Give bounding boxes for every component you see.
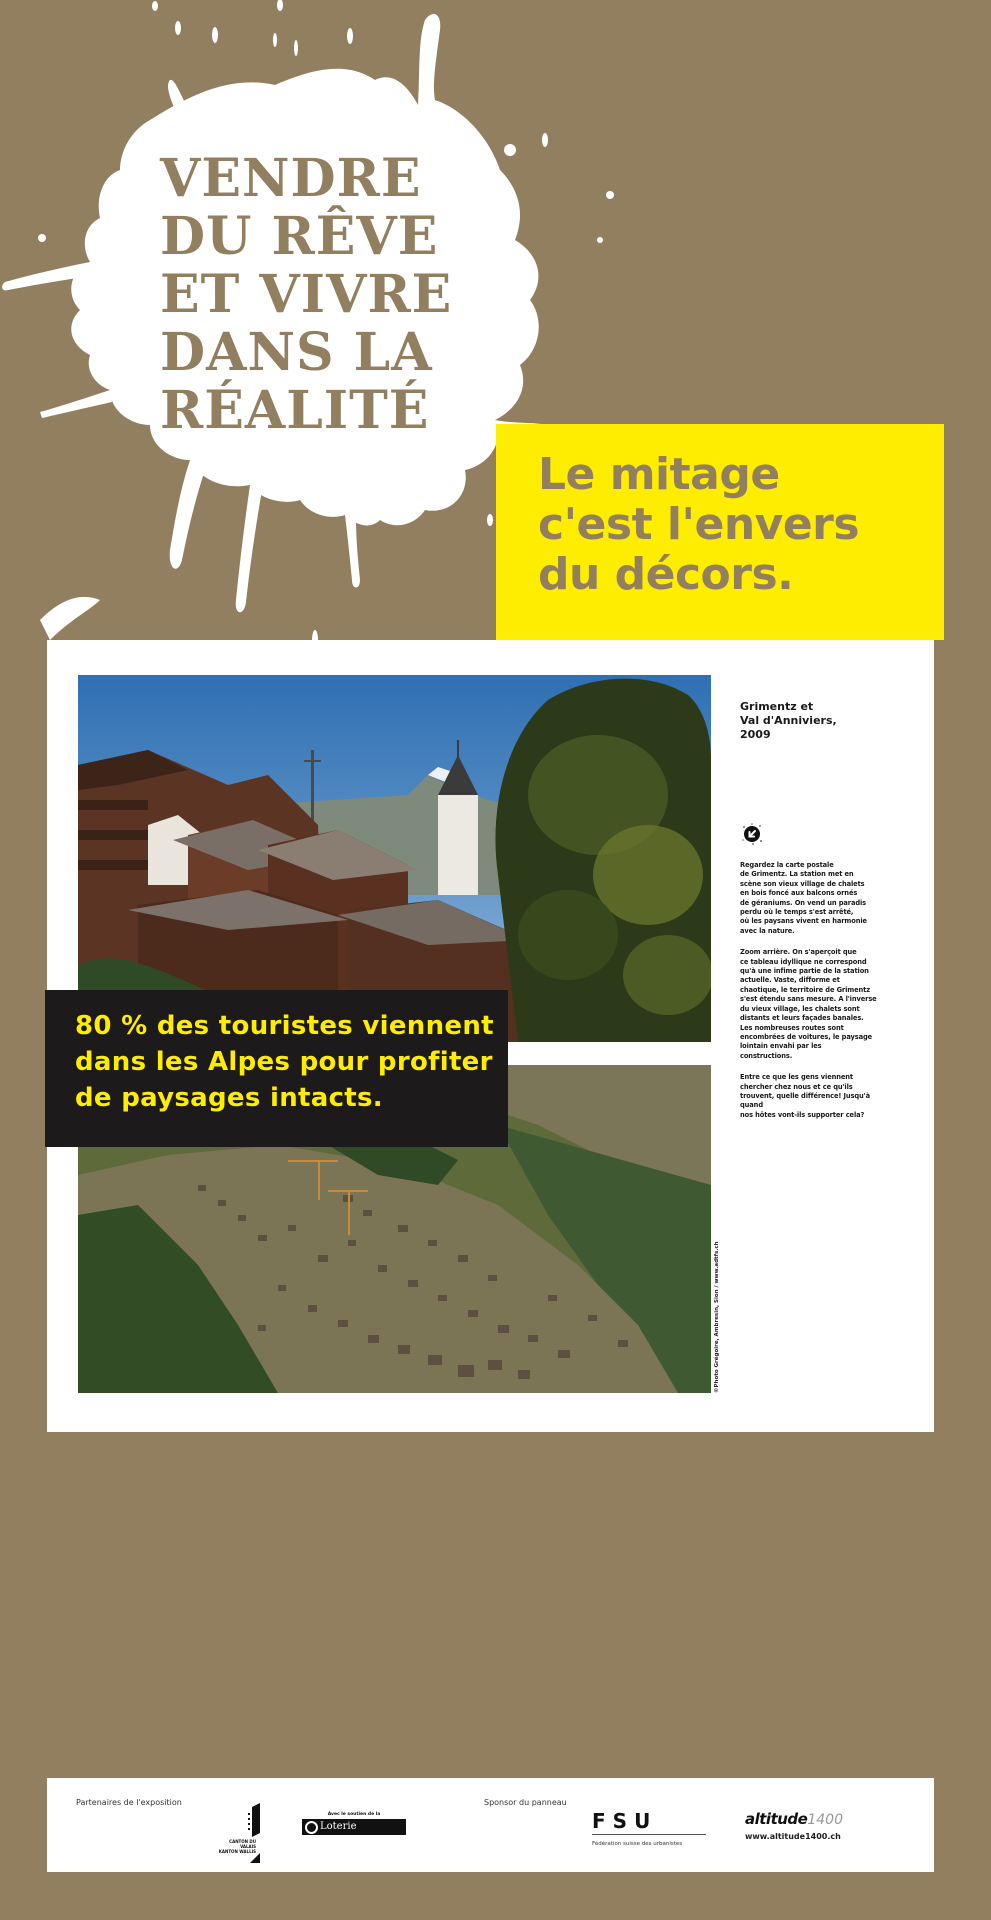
subheadline-box <box>496 424 944 640</box>
partners-label: Partenaires de l'exposition <box>76 1798 182 1807</box>
callout-text <box>75 1008 508 1116</box>
caption-paragraph-2: Zoom arrière. On s'aperçoit que ce tableau idyllique ne correspond qu'à une infime partie de la station actuelle. Vaste, difforme et chaotique, le territoire de Grimentz s'est étendu sans mesure. A l'inverse du vieux village, les chalets sont distants et leurs façades banales. Les nombreuses routes sont encombrées de voitures, le paysage lointain envahi par les constructions. <box>740 947 877 1060</box>
caption-title-line: Val d'Anniviers, <box>740 714 837 727</box>
loterie-name: Loterie Romande <box>302 1819 406 1835</box>
callout-line: dans les Alpes pour profiter <box>75 1047 493 1077</box>
subheadline-line: c'est l'envers <box>538 499 860 550</box>
sponsor-footer <box>47 1778 934 1872</box>
caption-paragraph-3: Entre ce que les gens viennent chercher chez nous et ce qu'ils trouvent, quelle différence! Jusqu'à quand nos hôtes vont-ils supporter cela? <box>740 1072 870 1119</box>
caption-column <box>740 700 920 1119</box>
valais-emblem-icon <box>212 1803 272 1863</box>
caption-title <box>740 700 920 742</box>
headline-line: VENDRE <box>160 148 422 209</box>
zoom-out-arrow-icon <box>740 822 764 846</box>
wallis-text: KANTON WALLIS <box>218 1849 256 1854</box>
caption-paragraph-1: Regardez la carte postale de Grimentz. La station met en scène son vieux village de chalets en bois foncé aux balcons ornés de géraniums. On vend un paradis perdu où le temps s'est arrêté, où les paysans vivent en harmonie avec la nature. <box>740 860 867 935</box>
caption-title-line: 2009 <box>740 728 771 741</box>
subheadline-line: Le mitage <box>538 449 780 500</box>
fsu-divider <box>592 1834 706 1835</box>
headline-line: DANS LA <box>160 322 433 383</box>
altitude-url[interactable]: www.altitude1400.ch <box>745 1832 841 1841</box>
fsu-full-name: Fédération suisse des urbanistes <box>592 1841 683 1847</box>
fsu-acronym: FSU <box>592 1809 658 1833</box>
photo-old-village <box>78 675 711 1042</box>
altitude-number: 1400 <box>807 1812 843 1828</box>
subheadline <box>538 450 944 600</box>
stencil-headline <box>160 148 453 441</box>
canton-valais-logo <box>212 1803 272 1863</box>
callout-line: 80 % des touristes viennent <box>75 1011 494 1041</box>
loterie-tagline: Avec le soutien de la <box>327 1812 381 1817</box>
statistic-callout <box>45 990 508 1147</box>
loterie-romande-logo <box>302 1812 406 1848</box>
fsu-logo <box>592 1810 712 1847</box>
headline-line: RÉALITÉ <box>160 380 430 441</box>
valais-text: CANTON DU VALAIS <box>229 1839 256 1849</box>
callout-line: de paysages intacts. <box>75 1083 383 1113</box>
photo-credit: ©Photo Grégoire, Ambresin, Sion / www.adtfs.ch <box>714 1241 720 1393</box>
headline-line: DU RÊVE <box>160 206 439 267</box>
subheadline-line: du décors. <box>538 549 794 600</box>
caption-title-line: Grimentz et <box>740 700 814 713</box>
headline-line: ET VIVRE <box>160 264 453 325</box>
altitude1400-logo <box>745 1810 843 1841</box>
altitude-word: altitude <box>745 1810 808 1828</box>
sponsor-label: Sponsor du panneau <box>484 1798 567 1807</box>
